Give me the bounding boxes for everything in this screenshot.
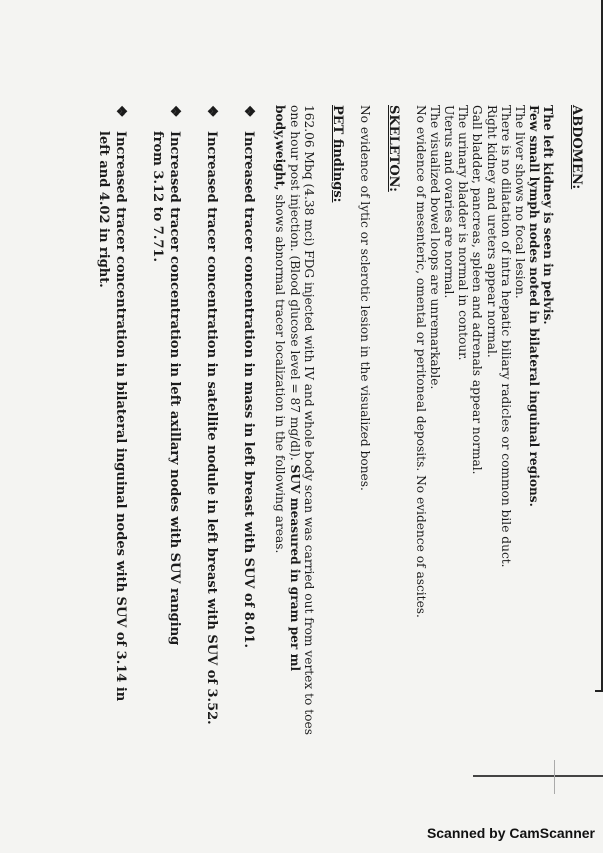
pet-paragraph: [273, 105, 315, 745]
pet-heading: PET findings:: [329, 105, 345, 203]
abdomen-finding-bold: Few small lymph nodes noted in bilateral inguinal regions.: [526, 105, 541, 507]
camscanner-watermark: Scanned by CamScanner: [426, 825, 595, 841]
finding-text: Increased tracer concentration in satellite nodule in left breast with SUV of 3.52.: [204, 131, 220, 725]
abdomen-line: Uterus and ovaries are normal.: [442, 105, 457, 299]
finding-bullet: [240, 105, 257, 785]
abdomen-line: No evidence of mesenteric, omental or peritoneal deposits. No evidence of ascites.: [414, 105, 429, 618]
skeleton-heading: SKELETON:: [385, 105, 401, 192]
abdomen-finding-bold: The left kidney is seen in pelvis.: [540, 105, 555, 325]
finding-text: Increased tracer concentration in left axillary nodes with SUV ranging from 3.12 to 7.71.: [150, 131, 183, 646]
finding-bullet: [95, 105, 129, 705]
bullet-marker-icon: ❖: [113, 105, 130, 118]
finding-text: Increased tracer concentration in mass in left breast with SUV of 8.01.: [241, 131, 257, 648]
skeleton-text: No evidence of lytic or sclerotic lesion in the visualized bones.: [357, 105, 372, 491]
abdomen-line: There is no dilatation of intra hepatic biliary radicles or common bile duct.: [498, 105, 513, 568]
pet-para-end: shows abnormal tracer localization in the following areas.: [273, 190, 288, 554]
pet-para-bold: SUV measured in gram per ml body,weight,: [273, 105, 302, 672]
abdomen-line: The urinary bladder is normal in contour.: [456, 105, 471, 361]
bullet-marker-icon: ❖: [167, 105, 184, 118]
bullet-marker-icon: ❖: [204, 105, 221, 118]
abdomen-line: Gall bladder, pancreas, spleen and adrenals appear normal.: [470, 105, 485, 475]
bullet-marker-icon: ❖: [241, 105, 258, 118]
abdomen-line: Right kidney and ureters appear normal.: [484, 105, 499, 358]
finding-bullet: [203, 105, 220, 785]
pet-para-start: 162.06 Mbq (4.38 mci) FDG injected with IV and whole body scan was carried out from vertex to toes one hour post injection. (Blood glucose level = 87 mg/dl).: [287, 105, 316, 735]
abdomen-line: The visualized bowel loops are unremarkable.: [428, 105, 443, 390]
abdomen-heading: ABDOMEN:: [569, 105, 584, 190]
finding-bullet: [149, 105, 183, 665]
finding-text: Increased tracer concentration in bilateral inguinal nodes with SUV of 3.14 in left and 4.02 in right.: [96, 131, 129, 702]
abdomen-line: The liver shows no focal lesion.: [512, 105, 527, 299]
